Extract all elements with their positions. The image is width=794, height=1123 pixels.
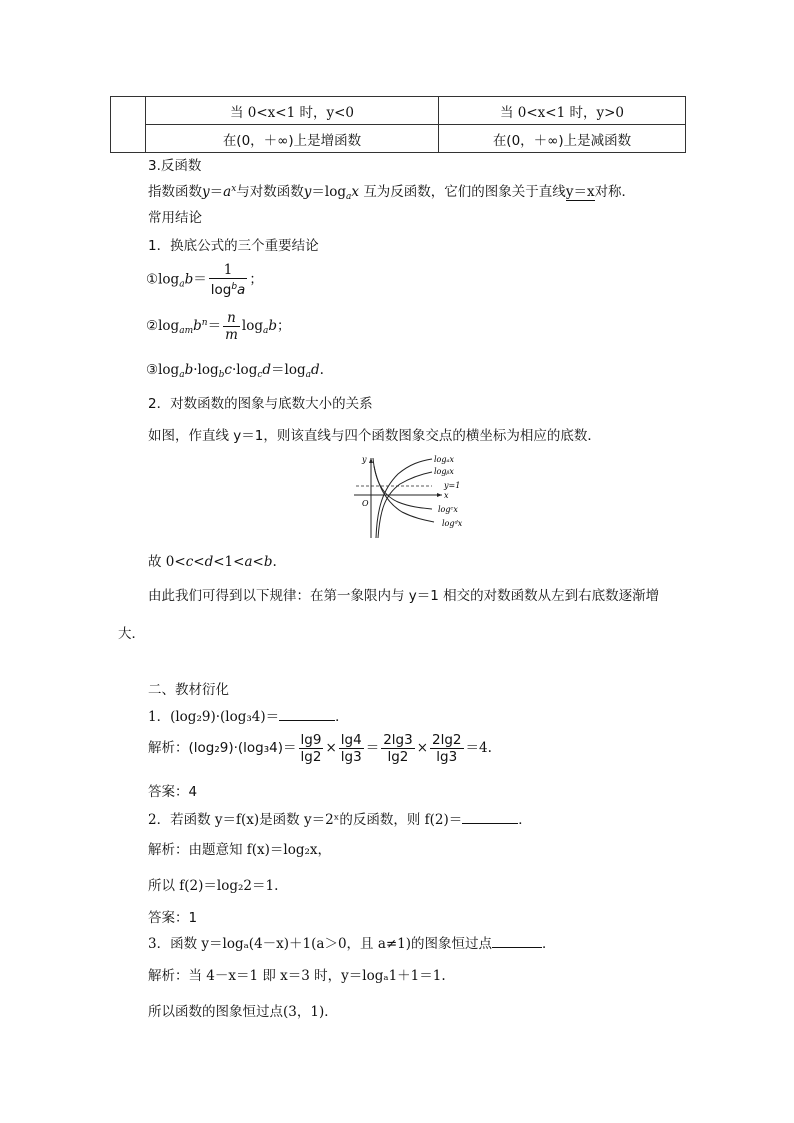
rule-line-1: 由此我们可得到以下规律：在第一象限内与 y＝1 相交的对数函数从左到右底数逐渐增	[148, 588, 660, 604]
q2-line-2: 所以 f(2)＝log₂2＝1.	[148, 878, 279, 894]
conclusion-order: 故 0<c<d<1<a<b.	[148, 554, 277, 570]
q3-line-2: 所以函数的图象恒过点(3，1)．	[148, 1004, 338, 1020]
origin-label: O	[362, 499, 369, 508]
x-axis-arrow	[437, 493, 442, 497]
q1-answer: 答案：4	[148, 784, 198, 800]
question-1: 1．(log₂9)·(log₃4)＝ ．	[148, 709, 349, 725]
conclusion-item-2: 2．对数函数的图象与底数大小的关系	[148, 396, 373, 412]
question-2: 2．若函数 y＝f(x)是函数 y＝2ˣ的反函数，则 f(2)＝ ．	[148, 812, 532, 828]
table-cell: 当 0<x<1 时，y<0	[146, 97, 439, 125]
table-row-header	[111, 97, 146, 153]
y-axis-label: y	[362, 455, 367, 464]
q2-answer: 答案：1	[148, 910, 198, 926]
label-logc: logᶜx	[438, 505, 458, 514]
label-logd: logᵈx	[442, 519, 463, 528]
inverse-function-text: 指数函数$y=a^x$与对数函数$y=\log_ax$ 互为反函数，它们的图象关于直线y＝x对称．	[148, 184, 636, 202]
conclusion-item-1: 1．换底公式的三个重要结论	[148, 238, 319, 254]
log-graph	[340, 450, 480, 542]
section-title: 3.反函数	[148, 158, 202, 174]
rule-line-2: 大．	[118, 626, 145, 642]
common-conclusions-title: 常用结论	[148, 210, 202, 226]
question-3: 3．函数 y＝logₐ(4－x)＋1(a＞0，且 a≠1)的图象恒过点 ．	[148, 936, 556, 952]
q3-analysis: 解析：当 4－x＝1 即 x＝3 时，y＝logₐ1＋1＝1.	[148, 968, 446, 984]
part2-title: 二、教材衍化	[148, 682, 229, 698]
curve-logb	[378, 472, 432, 538]
label-loga: logₐx	[434, 455, 455, 464]
q2-analysis: 解析：由题意知 f(x)＝log₂x，	[148, 842, 332, 858]
properties-table	[110, 96, 686, 153]
formula-2: $②\log_{am}b^n=$ $\frac{n}{m}$ $\log_ab$；	[146, 310, 291, 343]
graph-description: 如图，作直线 y＝1，则该直线与四个函数图象交点的横坐标为相应的底数．	[148, 428, 601, 444]
q1-analysis: 解析：(log₂9)·(log₃4)＝ $\frac{\lg 9}{\lg 2}$ × $\frac{\lg 4}{\lg 3}$ ＝ $\frac{2\lg 3}{\lg 2}$ × $\frac{2\lg 2}{\lg 3}$ ＝4.	[148, 732, 492, 765]
label-logb: logᵦx	[434, 467, 454, 476]
curve-logd	[374, 466, 434, 522]
table-cell: 在(0，＋∞)上是减函数	[439, 125, 686, 153]
y-axis-arrow	[369, 458, 373, 463]
formula-1: $①\log_ab=$ $\frac{1}{\log^ba}$ ；	[146, 262, 263, 298]
table-cell: 当 0<x<1 时，y>0	[439, 97, 686, 125]
table-cell: 在(0，＋∞)上是增函数	[146, 125, 439, 153]
formula-3: $③\log_ab\cdot\log_bc\cdot\log_cd=\log_ad$.	[146, 362, 324, 380]
label-y1: y=1	[444, 481, 461, 490]
curve-loga	[376, 459, 432, 538]
x-axis-label: x	[444, 491, 449, 500]
